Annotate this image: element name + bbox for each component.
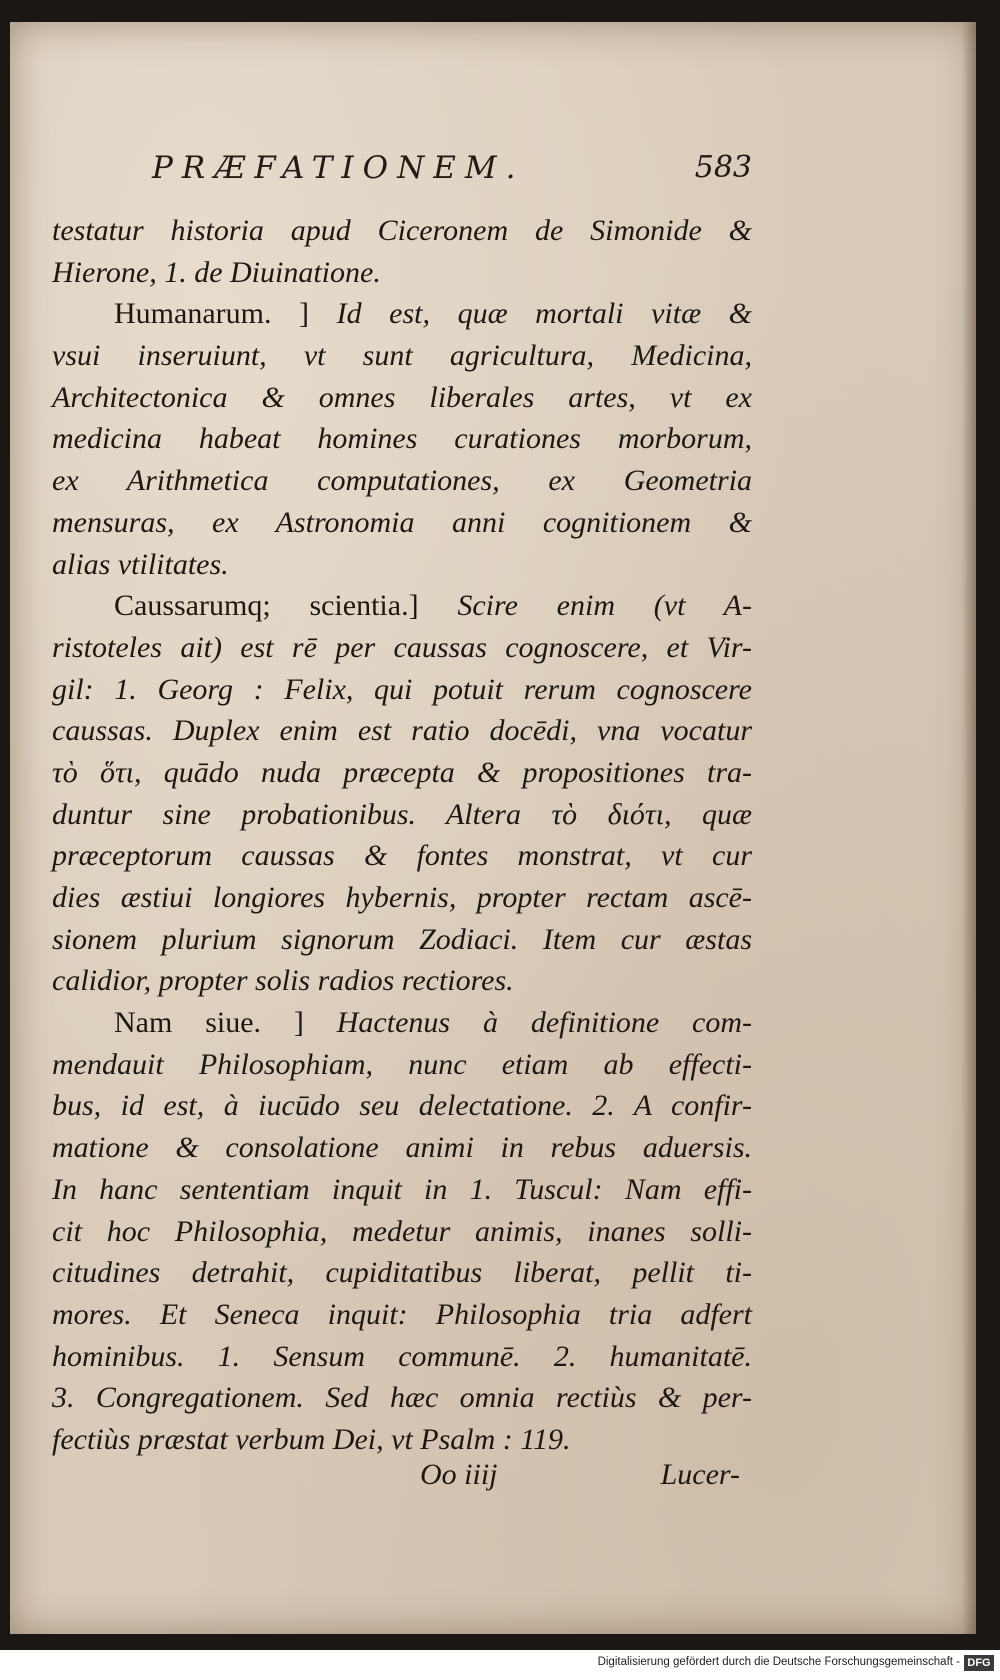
line-text: cit hoc Philosophia, medetur animis, inanes solli-	[52, 1214, 752, 1248]
text-line	[52, 1044, 752, 1086]
lemma: Humanarum. ]	[114, 297, 310, 331]
line-text: alias vtilitates.	[52, 547, 229, 581]
line-text: præceptorum caussas & fontes monstrat, vt cur	[52, 839, 752, 873]
text-line	[52, 1336, 752, 1378]
running-head: PRÆFATIONEM.	[152, 150, 525, 186]
line-text: gil: 1. Georg : Felix, qui potuit rerum cognoscere	[52, 672, 752, 706]
page-number: 583	[694, 150, 752, 185]
text-line	[52, 794, 752, 836]
text-line	[52, 710, 752, 752]
text-line	[52, 669, 752, 711]
page-header	[152, 150, 752, 196]
page-edge-shadow	[962, 22, 976, 1634]
catchword: Lucer-	[660, 1458, 740, 1491]
line-text: sionem plurium signorum Zodiaci. Item cur æstas	[52, 922, 752, 956]
text-line	[52, 627, 752, 669]
text-line	[52, 960, 752, 1002]
line-text: medicina habeat homines curationes morborum,	[52, 422, 752, 456]
text-line	[52, 835, 752, 877]
text-line	[52, 1127, 752, 1169]
text-line	[52, 210, 752, 252]
line-text: ristoteles ait) est rē per caussas cognoscere, et Vir-	[52, 630, 752, 664]
line-text: ex Arithmetica computationes, ex Geometria	[52, 464, 752, 498]
line-text: Id est, quæ mortali vitæ &	[309, 297, 752, 331]
text-line	[52, 585, 752, 627]
text-line	[52, 1002, 752, 1044]
line-text: Hierone, 1. de Diuinatione.	[52, 255, 381, 289]
line-text: calidior, propter solis radios rectiores.	[52, 964, 514, 998]
text-line	[52, 752, 752, 794]
text-line	[52, 377, 752, 419]
line-text: fectiùs præstat verbum Dei, vt Psalm : 119.	[52, 1422, 571, 1456]
line-text: mensuras, ex Astronomia anni cognitionem &	[52, 505, 752, 539]
text-line	[52, 1085, 752, 1127]
line-text: Scire enim (vt A-	[418, 589, 752, 623]
text-line	[52, 544, 752, 586]
text-line	[52, 335, 752, 377]
line-text: mores. Et Seneca inquit: Philosophia tria adfert	[52, 1297, 752, 1331]
text-line	[52, 502, 752, 544]
text-line	[52, 1294, 752, 1336]
line-text: Architectonica & omnes liberales artes, vt ex	[52, 380, 752, 414]
text-line	[52, 1377, 752, 1419]
text-line	[52, 293, 752, 335]
line-text: testatur historia apud Ciceronem de Simonide &	[52, 214, 752, 247]
signature-mark: Oo iiij	[420, 1458, 498, 1491]
line-text: dies æstiui longiores hybernis, propter rectam ascē-	[52, 881, 752, 914]
lemma: Caussarumq; scientia.]	[114, 589, 419, 623]
text-line	[52, 1169, 752, 1211]
text-line	[52, 877, 752, 919]
text-line	[52, 252, 752, 294]
text-line	[52, 1419, 752, 1461]
line-text: In hanc sententiam inquit in 1. Tuscul: Nam effi-	[52, 1172, 752, 1206]
text-line	[52, 418, 752, 460]
line-text: citudines detrahit, cupiditatibus liberat, pellit ti-	[52, 1256, 752, 1290]
line-text: matione & consolatione animi in rebus aduersis.	[52, 1131, 752, 1165]
line-text: caussas. Duplex enim est ratio docēdi, vna vocatur	[52, 714, 752, 748]
text-line	[52, 460, 752, 502]
text-line	[52, 1211, 752, 1253]
line-text: vsui inseruiunt, vt sunt agricultura, Medicina,	[52, 339, 752, 373]
line-text: 3. Congregationem. Sed hæc omnia rectiùs & per-	[52, 1381, 752, 1415]
line-text: Hactenus à definitione com-	[303, 1006, 752, 1040]
line-text: hominibus. 1. Sensum communē. 2. humanitatē.	[52, 1339, 752, 1373]
digitization-footer	[0, 1650, 1000, 1680]
line-text: bus, id est, à iucūdo seu delectatione. 2. A confir-	[52, 1089, 752, 1123]
text-line	[52, 1252, 752, 1294]
line-text: τὸ ὅτι, quādo nuda præcepta & propositiones tra-	[52, 755, 752, 789]
text-line	[52, 919, 752, 961]
lemma: Nam siue. ]	[114, 1006, 304, 1040]
dfg-logo: DFG	[964, 1655, 994, 1671]
signature-line	[420, 1458, 740, 1500]
line-text: mendauit Philosophiam, nunc etiam ab effecti-	[52, 1047, 752, 1081]
line-text: duntur sine probationibus. Altera τὸ διότι, quæ	[52, 797, 752, 831]
body-text	[52, 210, 752, 1461]
digitization-attribution: Digitalisierung gefördert durch die Deutsche Forschungsgemeinschaft -	[597, 1656, 960, 1668]
